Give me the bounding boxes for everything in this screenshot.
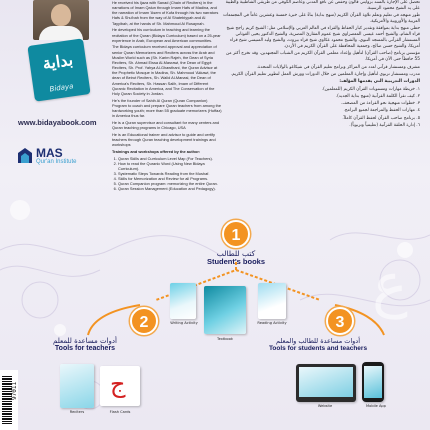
website-url[interactable]: www.bidayabook.com — [18, 118, 97, 127]
mas-logo-subtitle: Qur'an Institute — [36, 159, 77, 165]
laptop-screen — [299, 367, 353, 397]
step-2-arabic-title: أدوات مساعدة للمعلم — [53, 337, 117, 345]
textbook-cover — [204, 286, 246, 334]
bidaya-logo-arabic: بداية — [41, 50, 75, 74]
list-item: 6. Quran Session Management (Education and Pedagogy). — [118, 186, 222, 191]
list-item: ٦. إدارة الحلقة القرآنية (تعليمياً وتربوياً). — [349, 123, 420, 128]
flash-cards-label: Flash Cards — [109, 410, 131, 414]
flash-card-letter: ج — [110, 370, 126, 398]
list-item: 1. Quran Skills and Curriculum Level Map (For Teachers). — [118, 156, 222, 161]
step-3-badge: 3 — [326, 307, 354, 335]
arabic-paragraph: مدرب ومستشار تربوي لتأهيل وإجازة المعلمين من خلال الدورات وورش العمل لتطوير تعليم القرآن الكريم. — [230, 71, 420, 77]
step-2-badge: 2 — [130, 307, 158, 335]
english-paragraph: He's the founder of Sahih Al Quran (Quran Companion) Program to coach and prepare Quran teachers from among the hardworking youth; more than 55 graduate memorizers (Huffaz) in America thus far. — [112, 97, 222, 119]
writing-activity-book — [170, 283, 196, 319]
english-paragraph: He is an Educational trainer and advisor to guide and certify teachers through Quran teaching development trainings and workshops — [112, 131, 216, 148]
step-1-badge: 1 — [222, 220, 250, 248]
arabic-trainings-heading: الدورات التدريبية التي يقدمها المؤلف: — [339, 79, 420, 85]
mobile-app-label: Mobile App — [366, 404, 386, 408]
english-trainings-heading: Trainings and workshops offered by the author: — [112, 148, 201, 154]
list-item: ٢. كيف تقرأ الكلمة القرآنية (منهج بداية الجديد). — [335, 93, 420, 99]
arabic-paragraph: طور منهجه في تعليم وتعلم تلاوة القرآن الكريم (منهج بداية) بناءً على خبرة خمسة وعشرين عاماً في المجتمعات العربية والأوروبية والأمريكية. — [223, 13, 420, 25]
english-paragraph: The Bidaya curriculum received approval and appreciation of senior Quran Memorizers and Reciters across the Arab and Muslim World such as (Sh. Karim Rajeh, the Dean of Syria Reciters, Sh. Ahmad Eissa Al-Masrawi, the Dean of Egypt Reciters, Sh. Prof. Yahya Al-Ghawthani, the Quran Advisor at the Prophetic Mosque in Madina, Sh. Mahmoud 'Akkawi, the dean of Beirut Reciters, Sh. Walid Al-Manasi, the Dean of America's Reciters, Sh. Hassan Salih, Imam of Different Quranic Recitation in America, and The Conservation of the Holy Quran Society in Jordan. — [112, 44, 218, 96]
bidaya-logo-latin: Bidaya — [49, 82, 74, 94]
mobile-app-phone — [362, 362, 384, 402]
step-1-arabic-title: كتب للطالب — [216, 249, 256, 258]
textbook-label: Textbook — [216, 337, 234, 341]
list-item: 4. Skills for Memorization and Review for all Programs. — [118, 176, 222, 181]
step-3-arabic-title: أدوات مساعدة للطالب والمعلم — [275, 337, 361, 345]
reciters-label: Reciters — [69, 410, 85, 414]
arabic-paragraph: حظي منهج بداية بموافقة وتقدير كبار الحفاظ والقراء في العالم العربي والإسلامي مثل: الشيخ كريم راجح شيخ قراء الشام، والشيخ أحمد عيسى المعصراوي شيخ عموم المقارئ المصرية، والشيخ الدكتور يحيى الغوثاني المستشار القرآني بالمسجد النبوي، والشيخ محمود عكاوي شيخ قراء بيروت، والشيخ وليد المنيسي شيخ قراء أمريكا، والشيخ حسن صالح، وجمعية المحافظة على القرآن الكريم في الأردن. — [226, 26, 420, 50]
list-item: 3. Systematic Steps Towards Reading from the Mushaf. — [118, 171, 222, 176]
barcode-digits: 97011 — [11, 381, 18, 400]
step-1-english-title: Student's books — [206, 257, 266, 266]
list-item: ٥. برنامج صاحب القرآن لحفظ القرآن كاملاً. — [342, 115, 420, 121]
reading-activity-label: Reading Activity — [257, 321, 287, 325]
list-item: ١. خريطة مهارات ومستويات القرآن الكريم (للمعلمين). — [321, 86, 420, 92]
reading-activity-book — [258, 283, 286, 319]
arabic-paragraph: مشرف ومستشار قرآني لعدد من المراكز وبرامج تعليم القرآن في شيكاغو بالولايات المتحدة. — [256, 64, 420, 70]
english-paragraph: He is a Quran supervisor and consultant for many centers and Quran teaching programs in Chicago, USA — [112, 119, 220, 130]
website-label: Website — [317, 404, 333, 408]
reciters-book — [60, 364, 94, 408]
barcode — [0, 370, 18, 430]
step-2-english-title: Tools for teachers — [54, 345, 116, 352]
list-item: 5. Quran Companion program: memorizing the entire Quran. — [118, 181, 222, 186]
step-1-caption — [190, 250, 282, 266]
step-3-caption — [258, 337, 378, 353]
list-item: 2. How to read the Quranic Word (Using New Bidaya Curriculum). — [118, 161, 222, 171]
phone-screen — [364, 366, 382, 398]
writing-activity-label: Writing Activity — [170, 321, 198, 325]
arabic-paragraph: تحصل على الإجازة بالسند بروايتي قالون وحفص عن نافع المدني وعاصم الكوفي من طريقي الشاطبية والطيبة على يد الشيخ محمود الرسينة. — [225, 0, 420, 11]
step-2-caption — [40, 337, 130, 353]
website-laptop — [296, 364, 356, 402]
list-item: ٤. مهارات الحفظ والمراجعة لجميع البرامج. — [343, 108, 420, 114]
arabic-paragraph: مؤسس برنامج (صاحب القرآن) لتأهيل وإعداد معلمي القرآن الكريم من الشباب المجتهدين، وقد تخرج أكثر من 55 حافظاً حتى الآن في أمريكا. — [226, 51, 420, 63]
step-3-english-title: Tools for students and teachers — [268, 345, 368, 352]
english-paragraph: He received his Ijaza with Sanad (Chain of Reciters) in the narrations of Imam Qalun through Imam Hafs of Madina, and the narration of Imam 'Asem of Kufa through his two narrators Hafs & Shu'bah from the way of Al Shatebiyyah and Al Tayyibah, at the hands of Sh. Mahmoud Al Rusaynah. — [112, 0, 219, 26]
flash-cards — [100, 366, 140, 406]
mas-logo-name: MAS — [36, 146, 63, 160]
arabic-watermark: ع — [372, 250, 408, 320]
list-item: ٣. خطوات منهجية نحو القراءة من المصحف. — [340, 101, 420, 107]
english-paragraph: He developed his curriculum in teaching and learning the recitation of the Quran (Bidaya Curriculum) based on a 25-year experience in Arab, European and American communities. — [112, 27, 221, 43]
